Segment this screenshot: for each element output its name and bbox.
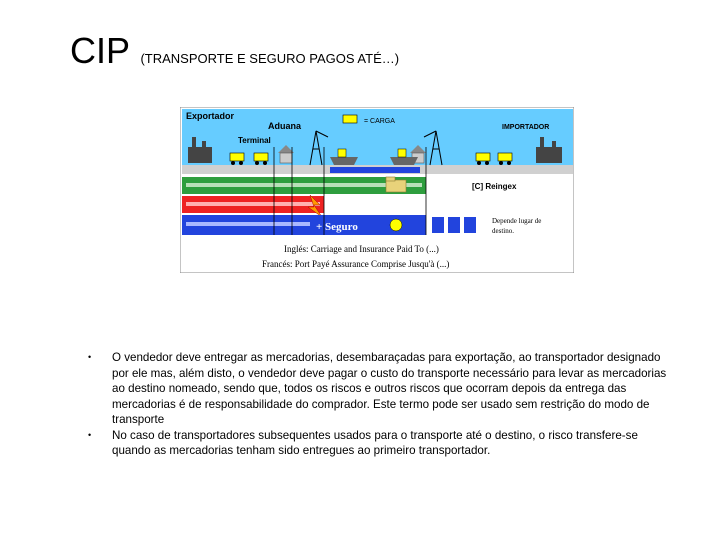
bullet-text: No caso de transportadores subsequentes usados para o transporte até o destino, o risco transfere-se quando as mercadorias tenham sido entregues ao primeiro transportador.: [112, 428, 638, 457]
exporter-label: Exportador: [186, 111, 235, 121]
french-term: Francés: Port Payé Assurance Comprise Jusqu'à (...): [262, 259, 450, 269]
depends-note-line: destino.: [492, 227, 514, 235]
slide-subtitle: (TRANSPORTE E SEGURO PAGOS ATÉ…): [140, 51, 400, 66]
blue-block: [448, 217, 460, 233]
bullet-text: O vendedor deve entregar as mercadorias, desembaraçadas para exportação, ao transportador designado por ele mas, além disto, o vendedor deve pagar o custo do transporte necessário para levar as mercadorias ao destino nomeado, sendo que, todos os riscos e outros riscos que ocorram depois da entrega das mercadorias é de responsabilidade do comprador. Este termo pode ser usado sem restrição do modo de transporte: [112, 351, 667, 426]
cargo-legend-label: = CARGA: [364, 118, 395, 125]
red-band-highlight: [186, 202, 320, 206]
insurance-icon: [390, 219, 402, 231]
reingex-label: [C] Reingex: [472, 182, 517, 191]
slide-title-block: [70, 30, 399, 72]
cargo-legend-icon: [343, 115, 357, 123]
slide-title: CIP: [70, 30, 131, 71]
blue-block: [464, 217, 476, 233]
insurance-label: + Seguro: [316, 221, 358, 233]
bullet-item: [88, 428, 668, 459]
english-term: Inglés: Carriage and Insurance Paid To (...): [284, 244, 439, 254]
bullet-marker: •: [88, 352, 92, 362]
water-strip: [330, 167, 420, 173]
depends-note-line: Depende lugar de: [492, 217, 542, 225]
blue-band-highlight: [186, 222, 310, 226]
customs-label: Aduana: [268, 121, 302, 131]
terminal-label: Terminal: [238, 136, 271, 145]
bullet-item: [88, 350, 668, 428]
importer-label: IMPORTADOR: [502, 124, 550, 131]
blue-block: [432, 217, 444, 233]
bullet-list: [88, 350, 668, 459]
incoterm-diagram: [180, 107, 574, 273]
bullet-marker: •: [88, 429, 92, 440]
